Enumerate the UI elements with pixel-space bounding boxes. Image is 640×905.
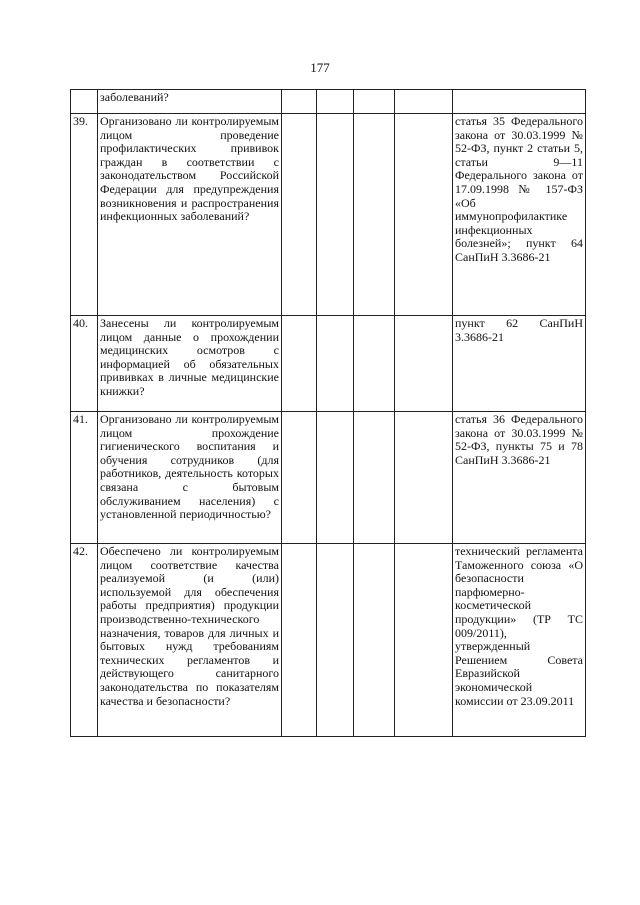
answer-cell-yes bbox=[282, 114, 317, 316]
requirement-question: заболеваний? bbox=[98, 90, 282, 114]
requirement-question: Организовано ли контролируемым лицом прохождение гигиенического воспитания и обучения сотрудников (для работников, деятельность которых связана с бытовым обслуживанием населения) с установленной периодичностью? bbox=[98, 412, 282, 544]
notes-cell bbox=[395, 114, 453, 316]
answer-cell-no bbox=[317, 316, 354, 412]
answer-cell-no bbox=[317, 114, 354, 316]
answer-cell-yes bbox=[282, 90, 317, 114]
answer-cell-not-applicable bbox=[354, 90, 395, 114]
legal-reference: статья 35 Федерального закона от 30.03.1999 № 52-ФЗ, пункт 2 статьи 5, статьи 9—11 Федерального закона от 17.09.1998 № 157-ФЗ «Об иммунопрофилактике инфекционных болезней»; пункт 64 СанПиН 3.3686-21 bbox=[453, 114, 586, 316]
row-number bbox=[71, 90, 98, 114]
answer-cell-not-applicable bbox=[354, 316, 395, 412]
requirement-question: Занесены ли контролируемым лицом данные о прохождении медицинских осмотров с информацией об обязательных прививках в личные медицинские книжки? bbox=[98, 316, 282, 412]
answer-cell-no bbox=[317, 544, 354, 737]
legal-reference bbox=[453, 90, 586, 114]
table-row bbox=[71, 90, 586, 114]
table-row bbox=[71, 544, 586, 737]
row-number: 40. bbox=[71, 316, 98, 412]
legal-reference: технический регламента Таможенного союза «О безопасности парфюмерно-косметической продукции» (ТР ТС 009/2011), утвержденный Решением Совета Евразийской экономической комиссии от 23.09.2011 bbox=[453, 544, 586, 737]
page-number: 177 bbox=[310, 60, 330, 75]
answer-cell-not-applicable bbox=[354, 544, 395, 737]
answer-cell-no bbox=[317, 412, 354, 544]
answer-cell-no bbox=[317, 90, 354, 114]
requirement-question: Организовано ли контролируемым лицом проведение профилактических прививок граждан в соответствии с законодательством Российской Федерации для предупреждения возникновения и распространения инфекционных заболеваний? bbox=[98, 114, 282, 316]
answer-cell-not-applicable bbox=[354, 412, 395, 544]
answer-cell-not-applicable bbox=[354, 114, 395, 316]
row-number: 39. bbox=[71, 114, 98, 316]
answer-cell-yes bbox=[282, 544, 317, 737]
legal-reference: пункт 62 СанПиН 3.3686-21 bbox=[453, 316, 586, 412]
notes-cell bbox=[395, 412, 453, 544]
checklist-table bbox=[70, 89, 586, 737]
row-number: 41. bbox=[71, 412, 98, 544]
table-row bbox=[71, 412, 586, 544]
legal-reference: статья 36 Федерального закона от 30.03.1999 № 52-ФЗ, пункты 75 и 78 СанПиН 3.3686-21 bbox=[453, 412, 586, 544]
requirement-question: Обеспечено ли контролируемым лицом соответствие качества реализуемой (и (или) используемой для обеспечения работы предприятия) продукции производственно-технического назначения, товаров для личных и бытовых нужд требованиям технических регламентов и действующего санитарного законодательства по показателям качества и безопасности? bbox=[98, 544, 282, 737]
answer-cell-yes bbox=[282, 316, 317, 412]
notes-cell bbox=[395, 90, 453, 114]
answer-cell-yes bbox=[282, 412, 317, 544]
notes-cell bbox=[395, 316, 453, 412]
table-row bbox=[71, 114, 586, 316]
row-number: 42. bbox=[71, 544, 98, 737]
notes-cell bbox=[395, 544, 453, 737]
table-row bbox=[71, 316, 586, 412]
